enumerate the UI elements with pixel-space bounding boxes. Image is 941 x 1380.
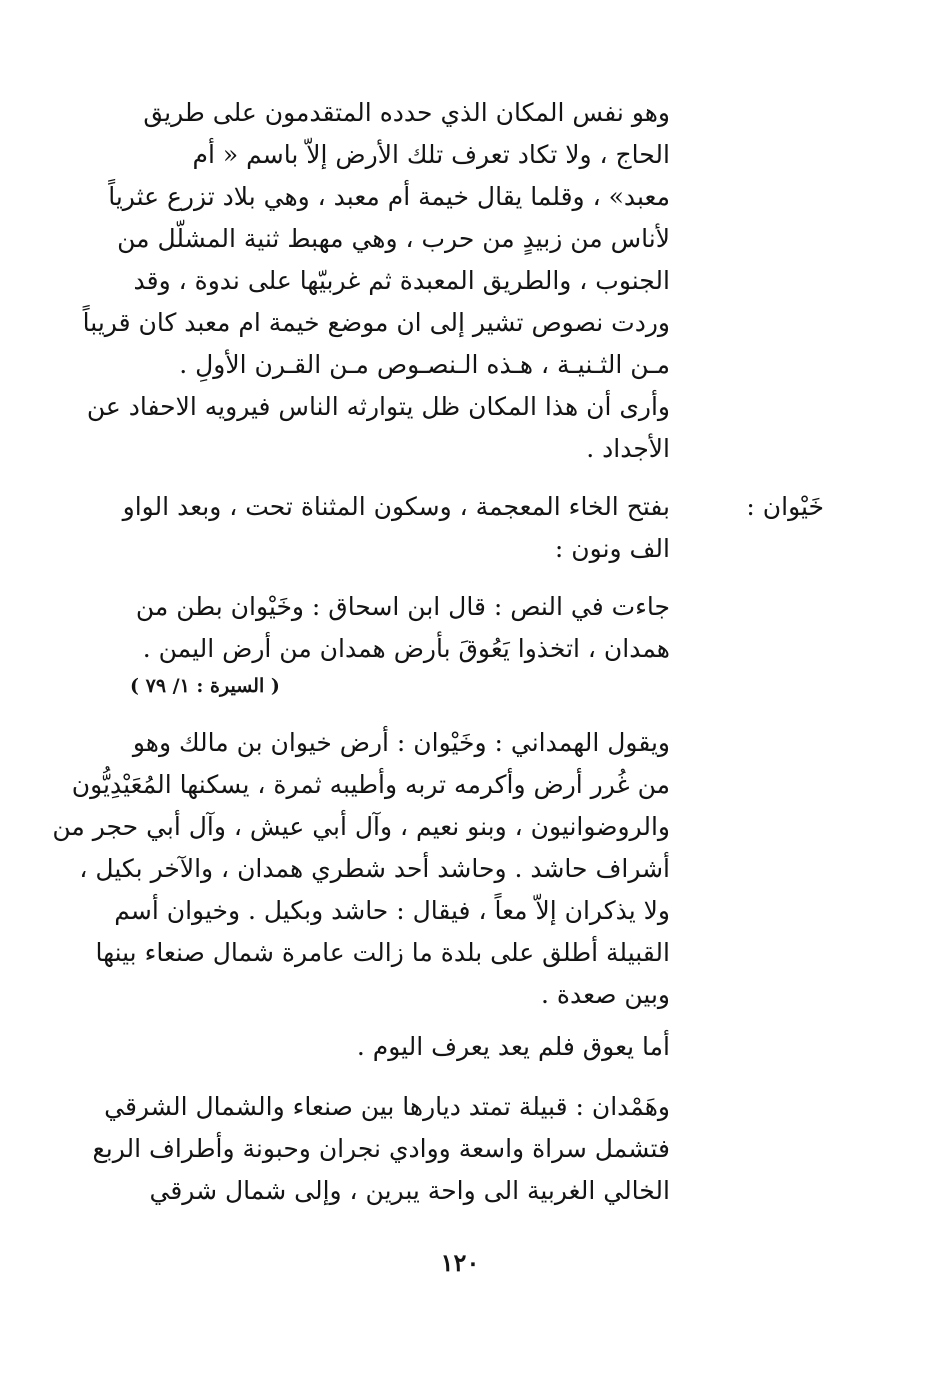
paragraph-hamdan	[92, 1086, 670, 1212]
entry-term-khaywan: خَيْوان :	[746, 492, 824, 521]
text-line: الأجداد .	[586, 434, 670, 463]
text-line: الجنوب ، والطريق المعبدة ثم غربيّها على ندوة ، وقد	[133, 266, 670, 295]
text-line: الحاج ، ولا تكاد تعرف تلك الأرض إلاّ باسم « أم	[192, 140, 670, 169]
paragraph-um-mabad	[82, 92, 670, 470]
text-line: مـن الثـنيـة ، هـذه الـنصـوص مـن القـرن الأولِ .	[179, 350, 670, 379]
text-line: همدان ، اتخذوا يَعُوقَ بأرض همدان من أرض اليمن .	[142, 634, 670, 663]
text-line: الف ونون :	[554, 534, 670, 563]
text-line: وبين صعدة .	[541, 980, 670, 1009]
paragraph-ibn-ishaq	[130, 586, 670, 702]
page-number: ١٢٠	[440, 1248, 480, 1277]
text-line: أما يعوق فلم يعد يعرف اليوم .	[356, 1032, 670, 1061]
citation: ( السيرة : ١/ ٧٩ )	[130, 675, 280, 697]
text-line: ولا يذكران إلاّ معاً ، فيقال : حاشد وبكيل . وخيوان أسم	[114, 896, 670, 925]
text-line: أشراف حاشد . وحاشد أحد شطري همدان ، والآخر بكيل ،	[79, 854, 670, 883]
text-line: والروضوانيون ، وبنو نعيم ، وآل أبي عيش ، وآل أبي حجر من	[52, 812, 670, 841]
entry-definition	[122, 486, 670, 570]
text-line: ويقول الهمداني : وخَيْوان : أرض خيوان بن مالك وهو	[132, 728, 670, 757]
text-line: فتشمل سراة واسعة ووادي نجران وحبونة وأطراف الربع	[92, 1134, 670, 1163]
text-line: بفتح الخاء المعجمة ، وسكون المثناة تحت ، وبعد الواو	[122, 492, 670, 521]
text-line: جاءت في النص : قال ابن اسحاق : وخَيْوان بطن من	[135, 592, 670, 621]
text-line: الخالي الغربية الى واحة يبرين ، وإلى شمال شرقي	[149, 1176, 670, 1205]
text-line: معبد» ، وقلما يقال خيمة أم معبد ، وهي بلاد تزرع عثرياً	[108, 182, 670, 211]
text-line: وأرى أن هذا المكان ظل يتوارثه الناس فيرويه الاحفاد عن	[86, 392, 670, 421]
paragraph-hamdani	[52, 722, 670, 1016]
text-line: وردت نصوص تشير إلى ان موضع خيمة ام معبد كان قريباً	[82, 308, 670, 337]
text-line: لأناس من زبيدٍ من حرب ، وهي مهبط ثنية المشلّل من	[117, 224, 670, 253]
paragraph-yauq	[130, 1026, 670, 1068]
text-line: من غُرر أرض وأكرمه تربه وأطيبه ثمرة ، يسكنها المُعَيْدِيُّون	[71, 770, 670, 799]
text-line: القبيلة أطلق على بلدة ما زالت عامرة شمال صنعاء بينها	[95, 938, 670, 967]
text-line: وهَمْدان : قبيلة تمتد ديارها بين صنعاء والشمال الشرقي	[104, 1092, 670, 1121]
text-line: وهو نفس المكان الذي حدده المتقدمون على طريق	[143, 98, 670, 127]
